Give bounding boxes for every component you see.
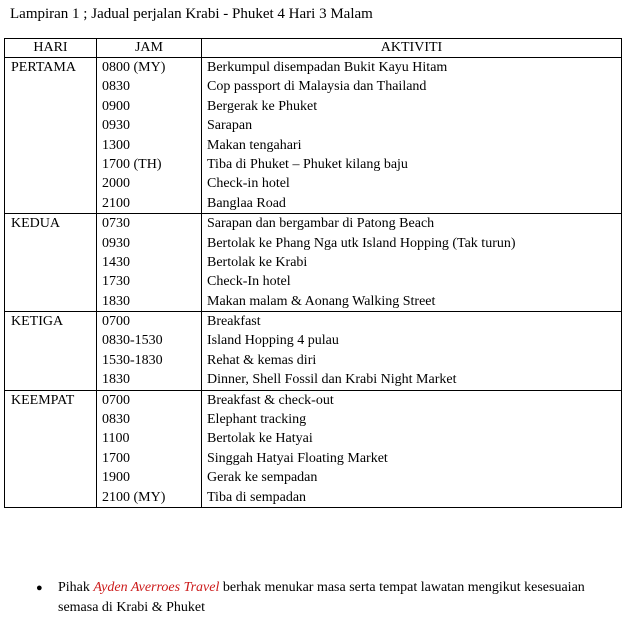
bullet-icon: ● [36,582,43,594]
time-cell [97,214,202,312]
time-entry: 0700 [102,392,130,408]
time-entry: 0900 [102,98,130,114]
time-entry: 1830 [102,293,130,309]
activity-entry: Banglaa Road [207,195,286,211]
activity-entry: Bergerak ke Phuket [207,98,318,114]
note-suffix: berhak menukar masa serta tempat lawatan mengikut kesesuaian semasa di Krabi & Phuket [58,580,585,615]
activity-entry: Gerak ke sempadan [207,470,318,486]
time-entry: 1730 [102,274,130,290]
activity-entry: Berkumpul disempadan Bukit Kayu Hitam [207,60,448,75]
document-title: Lampiran 1 ; Jadual perjalan Krabi - Phuket 4 Hari 3 Malam [10,6,373,22]
itinerary-body [5,58,622,508]
time-cell [97,312,202,391]
header-time: JAM [97,39,202,58]
time-entry: 1100 [102,431,130,447]
time-entry: 0700 [102,314,130,330]
time-entry: 2100 (MY) [102,489,166,505]
time-entry: 0930 [102,235,130,251]
activity-cell [202,58,622,214]
time-entry: 2100 [102,195,130,211]
time-entry: 0730 [102,216,130,232]
activity-entry: Sarapan dan bergambar di Patong Beach [207,216,435,232]
activity-entry: Check-In hotel [207,274,291,290]
header-day: HARI [5,39,97,58]
day-group-row [5,214,622,312]
activity-entry: Island Hopping 4 pulau [207,333,339,349]
time-entry: 1900 [102,470,130,486]
note-prefix: Pihak [58,580,94,595]
time-entry: 0830 [102,412,130,428]
activity-entry: Breakfast [207,314,261,330]
time-entry: 0800 (MY) [102,60,166,75]
day-label: KEDUA [11,216,60,232]
day-label: KETIGA [11,314,64,330]
day-cell [5,214,97,312]
activity-cell [202,214,622,312]
day-group-row [5,58,622,214]
activity-entry: Bertolak ke Phang Nga utk Island Hopping (Tak turun) [207,235,516,251]
header-activity: AKTIVITI [202,39,622,58]
activity-entry: Check-in hotel [207,176,290,192]
activity-entry: Bertolak ke Krabi [207,254,308,270]
activity-cell [202,312,622,391]
time-entry: 1430 [102,254,130,270]
note-brand-name: Ayden Averroes Travel [93,580,220,595]
time-cell [97,58,202,214]
activity-entry: Makan malam & Aonang Walking Street [207,293,436,309]
activity-entry: Makan tengahari [207,137,302,153]
activity-entry: Dinner, Shell Fossil dan Krabi Night Market [207,372,457,388]
day-cell [5,58,97,214]
day-cell [5,312,97,391]
day-label: KEEMPAT [11,392,75,408]
table-header-row [5,39,622,58]
activity-entry: Elephant tracking [207,412,307,428]
time-entry: 1530-1830 [102,352,163,368]
time-cell [97,390,202,507]
activity-entry: Bertolak ke Hatyai [207,431,313,447]
activity-entry: Singgah Hatyai Floating Market [207,450,388,466]
time-entry: 2000 [102,176,130,192]
time-entry: 1300 [102,137,130,153]
time-entry: 1700 (TH) [102,156,162,172]
day-label: PERTAMA [11,60,76,75]
note-paragraph [36,578,618,618]
activity-entry: Tiba di sempadan [207,489,307,505]
time-entry: 0830-1530 [102,333,163,349]
time-entry: 0930 [102,118,130,134]
day-group-row [5,390,622,507]
activity-entry: Cop passport di Malaysia dan Thailand [207,79,427,95]
time-entry: 1830 [102,372,130,388]
day-group-row [5,312,622,391]
day-cell [5,390,97,507]
activity-entry: Tiba di Phuket – Phuket kilang baju [207,156,408,172]
time-entry: 1700 [102,450,130,466]
activity-entry: Rehat & kemas diri [207,352,317,368]
activity-entry: Breakfast & check-out [207,392,334,408]
activity-cell [202,390,622,507]
time-entry: 0830 [102,79,130,95]
activity-entry: Sarapan [207,118,253,134]
itinerary-table [4,38,622,508]
